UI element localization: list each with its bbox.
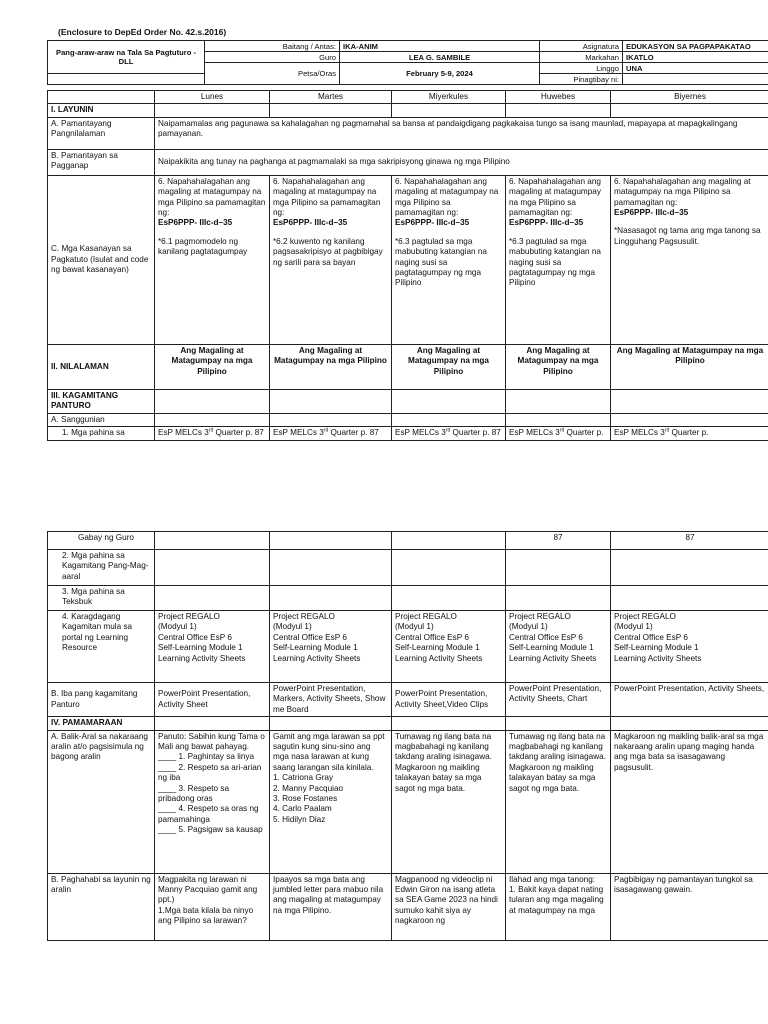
iba-lunes: PowerPoint Presentation, Activity Sheet: [155, 683, 270, 717]
pamantayan-pagganap-label: B. Pamantayan sa Pagganap: [48, 149, 155, 175]
kagamitan-heading: III. KAGAMITANG PANTURO: [48, 389, 155, 413]
iba-martes: PowerPoint Presentation, Markers, Activity Sheets, Show me Board: [270, 683, 392, 717]
karagdagang-kagamitan-label: 4. Karagdagang Kagamitan mula sa portal ng Learning Resource: [48, 611, 155, 683]
kasanayan-huwebes: 6. Napahahalagahan ang magaling at matagumpay na mga Pilipino sa pamamagitan ng: EsP6PPP- IIIc-d–35 *6.3 pagtulad sa mga mabubuting katangian na naging susi sa pagtatagumpay ng mga Pilipino: [506, 175, 611, 344]
gabay-label-part2: Gabay ng Guro: [48, 532, 155, 550]
kasanayan-biyernes: 6. Napahahalagahan ang magaling at matagumpay na mga Pilipino sa pamamagitan ng: EsP6PPP- IIIc-d–35 *Nasasagot ng tama ang mga tanong sa Lingguhang Pagsusulit.: [611, 175, 768, 344]
nilalaman-miyerkules: Ang Magaling at Matagumpay na mga Pilipino: [392, 344, 506, 389]
dll-main-table-continued: [47, 531, 768, 941]
corner-cell: [48, 91, 155, 104]
gabay-martes: EsP MELCs 3rd Quarter p. 87: [270, 427, 392, 440]
karagdagang-miyerkules: Project REGALO (Modyul 1) Central Office EsP 6 Self-Learning Module 1 Learning Activity Sheets: [392, 611, 506, 683]
day-header-biyernes: Biyernes: [611, 91, 768, 104]
layunin-heading: I. LAYUNIN: [48, 104, 155, 117]
day-header-huwebes: Huwebes: [506, 91, 611, 104]
teksbuk-label: 3. Mga pahina sa Teksbuk: [48, 586, 155, 611]
gabay-page-huwebes: 87: [506, 532, 611, 550]
kagamitang-pang-mag-aaral-label: 2. Mga pahina sa Kagamitang Pang-Mag-aaral: [48, 550, 155, 586]
day-header-martes: Martes: [270, 91, 392, 104]
gabay-lunes: EsP MELCs 3rd Quarter p. 87: [155, 427, 270, 440]
markahan-value: IKATLO: [623, 52, 768, 63]
markahan-label: Markahan: [540, 52, 623, 63]
asignatura-value: EDUKASYON SA PAGPAPAKATAO: [623, 41, 768, 52]
balik-aral-lunes: Panuto: Sabihin kung Tama o Mali ang bawat pahayag. ____ 1. Paghintay sa linya ____ 2. Respeto sa ari-arian ng iba ____ 3. Respeto sa pribadong oras ____ 4. Respeto sa oras ng pamamahinga ____ 5. Pagsigaw sa kausap: [155, 730, 270, 873]
linggo-value: UNA: [623, 63, 768, 74]
enclosure-note: (Enclosure to DepEd Order No. 42.s.2016): [58, 27, 227, 37]
paghahabi-miyerkules: Magpanood ng videoclip ni Edwin Giron na isang atleta sa SEA Game 2023 na hindi sumuko kahit siya ay nagkaroon ng: [392, 873, 506, 940]
day-header-lunes: Lunes: [155, 91, 270, 104]
gabay-miyerkules: EsP MELCs 3rd Quarter p. 87: [392, 427, 506, 440]
pamantayan-pagganap-text: Naipakikita ang tunay na paghanga at pagmamalaki sa mga sakripisyong ginawa ng mga Pilipino: [155, 149, 768, 175]
pinagtibay-label: Pinagtibay ni:: [540, 74, 623, 85]
gabay-huwebes: EsP MELCs 3rd Quarter p.: [506, 427, 611, 440]
kasanayan-lunes: 6. Napahahalagahan ang magaling at matagumpay na mga Pilipino sa pamamagitan ng: EsP6PPP- IIIc-d–35 *6.1 pagmomodelo ng kanilang pagtatagumpay: [155, 175, 270, 344]
header-blank: [48, 74, 205, 85]
karagdagang-martes: Project REGALO (Modyul 1) Central Office EsP 6 Self-Learning Module 1 Learning Activity Sheets: [270, 611, 392, 683]
pamantayang-pangnilalaman-text: Naipamamalas ang pagunawa sa kahalagahan ng pagmamahal sa bansa at pandaigdigang pagkakaisa tungo sa isang maunlad, mapayapa at mapagkalingang pamayanan.: [155, 117, 768, 149]
balik-aral-biyernes: Magkaroon ng maikling balik-aral sa mga nakaraang aralin upang maging handa ang mga bata sa isasagawang pagsusulit.: [611, 730, 768, 873]
balik-aral-huwebes: Tumawag ng ilang bata na magbabahagi ng kanilang takdang araling isinagawa. Magkaroon ng maikling talakayan batay sa mga sagot ng mga bata.: [506, 730, 611, 873]
balik-aral-miyerkules: Tumawag ng ilang bata na magbabahagi ng kanilang takdang araling isinagawa. Magkaroon ng maikling talakayan batay sa mga sagot ng mga bata.: [392, 730, 506, 873]
kasanayan-miyerkules: 6. Napahahalagahan ang magaling at matagumpay na mga Pilipino sa pamamagitan ng: EsP6PPP- IIIc-d–35 *6.3 pagtulad sa mga mabubuting katangian na naging susi sa pagtatagumpay ng mga Pilipino: [392, 175, 506, 344]
dll-main-table: [47, 90, 768, 441]
balik-aral-label: A. Balik-Aral sa nakaraang aralin at/o pagsisimula ng bagong aralin: [48, 730, 155, 873]
nilalaman-martes: Ang Magaling at Matagumpay na mga Pilipino: [270, 344, 392, 389]
gabay-biyernes: EsP MELCs 3rd Quarter p.: [611, 427, 768, 440]
iba-pang-kagamitan-label: B. Iba pang kagamitang Panturo: [48, 683, 155, 717]
nilalaman-huwebes: Ang Magaling at Matagumpay na mga Pilipino: [506, 344, 611, 389]
petsa-value: February 5-9, 2024: [340, 63, 540, 85]
paghahabi-biyernes: Pagbibigay ng pamantayan tungkol sa isasagawang gawain.: [611, 873, 768, 940]
iba-huwebes: PowerPoint Presentation, Activity Sheets, Chart: [506, 683, 611, 717]
karagdagang-huwebes: Project REGALO (Modyul 1) Central Office EsP 6 Self-Learning Module 1 Learning Activity Sheets: [506, 611, 611, 683]
dll-title: Pang-araw-araw na Tala Sa Pagtuturo - DLL: [48, 41, 205, 74]
asignatura-label: Asignatura: [540, 41, 623, 52]
guro-label: Guro: [205, 52, 340, 63]
page-one: [0, 0, 768, 490]
nilalaman-heading: II. NILALAMAN: [48, 344, 155, 389]
kasanayan-martes: 6. Napahahalagahan ang magaling at matagumpay na mga Pilipino sa pamamagitan ng: EsP6PPP- IIIc-d–35 *6.2 kuwento ng kanilang pagsasakripisyo at pagbibigay ng sarili para sa bayan: [270, 175, 392, 344]
gabay-label-part1: 1. Mga pahina sa: [48, 427, 155, 440]
sanggunian-label: A. Sanggunian: [48, 413, 155, 426]
karagdagang-biyernes: Project REGALO (Modyul 1) Central Office EsP 6 Self-Learning Module 1 Learning Activity Sheets: [611, 611, 768, 683]
paghahabi-huwebes: Ilahad ang mga tanong: 1. Bakit kaya dapat nating tularan ang mga magaling at matagumpay na mga: [506, 873, 611, 940]
baitang-value: IKA-ANIM: [340, 41, 540, 52]
day-header-miyerkules: Miyerkules: [392, 91, 506, 104]
paghahabi-label: B. Paghahabi sa layunin ng aralin: [48, 873, 155, 940]
nilalaman-biyernes: Ang Magaling at Matagumpay na mga Pilipino: [611, 344, 768, 389]
gabay-page-biyernes: 87: [611, 532, 768, 550]
nilalaman-lunes: Ang Magaling at Matagumpay na mga Pilipino: [155, 344, 270, 389]
paghahabi-martes: Ipaayos sa mga bata ang jumbled letter para mabuo nila ang magaling at matagumpay na mga Pilipino.: [270, 873, 392, 940]
karagdagang-lunes: Project REGALO (Modyul 1) Central Office EsP 6 Self-Learning Module 1 Learning Activity Sheets: [155, 611, 270, 683]
linggo-label: Linggo: [540, 63, 623, 74]
pamantayang-pangnilalaman-label: A. Pamantayang Pangnilalaman: [48, 117, 155, 149]
iba-biyernes: PowerPoint Presentation, Activity Sheets,: [611, 683, 768, 717]
page-two: [0, 528, 768, 1024]
pinagtibay-value: [623, 74, 768, 85]
guro-value: LEA G. SAMBILE: [340, 52, 540, 63]
paghahabi-lunes: Magpakita ng larawan ni Manny Pacquiao gamit ang ppt.) 1.Mga bata kilala ba ninyo ang Pilipino sa larawan?: [155, 873, 270, 940]
pamamaraan-heading: IV. PAMAMARAAN: [48, 717, 155, 730]
kasanayan-label: C. Mga Kasanayan sa Pagkatuto (Isulat and code ng bawat kasanayan): [48, 175, 155, 344]
balik-aral-martes: Gamit ang mga larawan sa ppt sagutin kung sinu-sino ang mga nasa larawan at kung saang larangan sila kinilala. 1. Catriona Gray 2. Manny Pacquiao 3. Rose Fostanes 4. Carlo Paalam 5. Hidilyn Diaz: [270, 730, 392, 873]
petsa-label: Petsa/Oras: [205, 63, 340, 85]
baitang-label: Baitang / Antas:: [205, 41, 340, 52]
header-table: [47, 40, 768, 85]
iba-miyerkules: PowerPoint Presentation, Activity Sheet,Video Clips: [392, 683, 506, 717]
